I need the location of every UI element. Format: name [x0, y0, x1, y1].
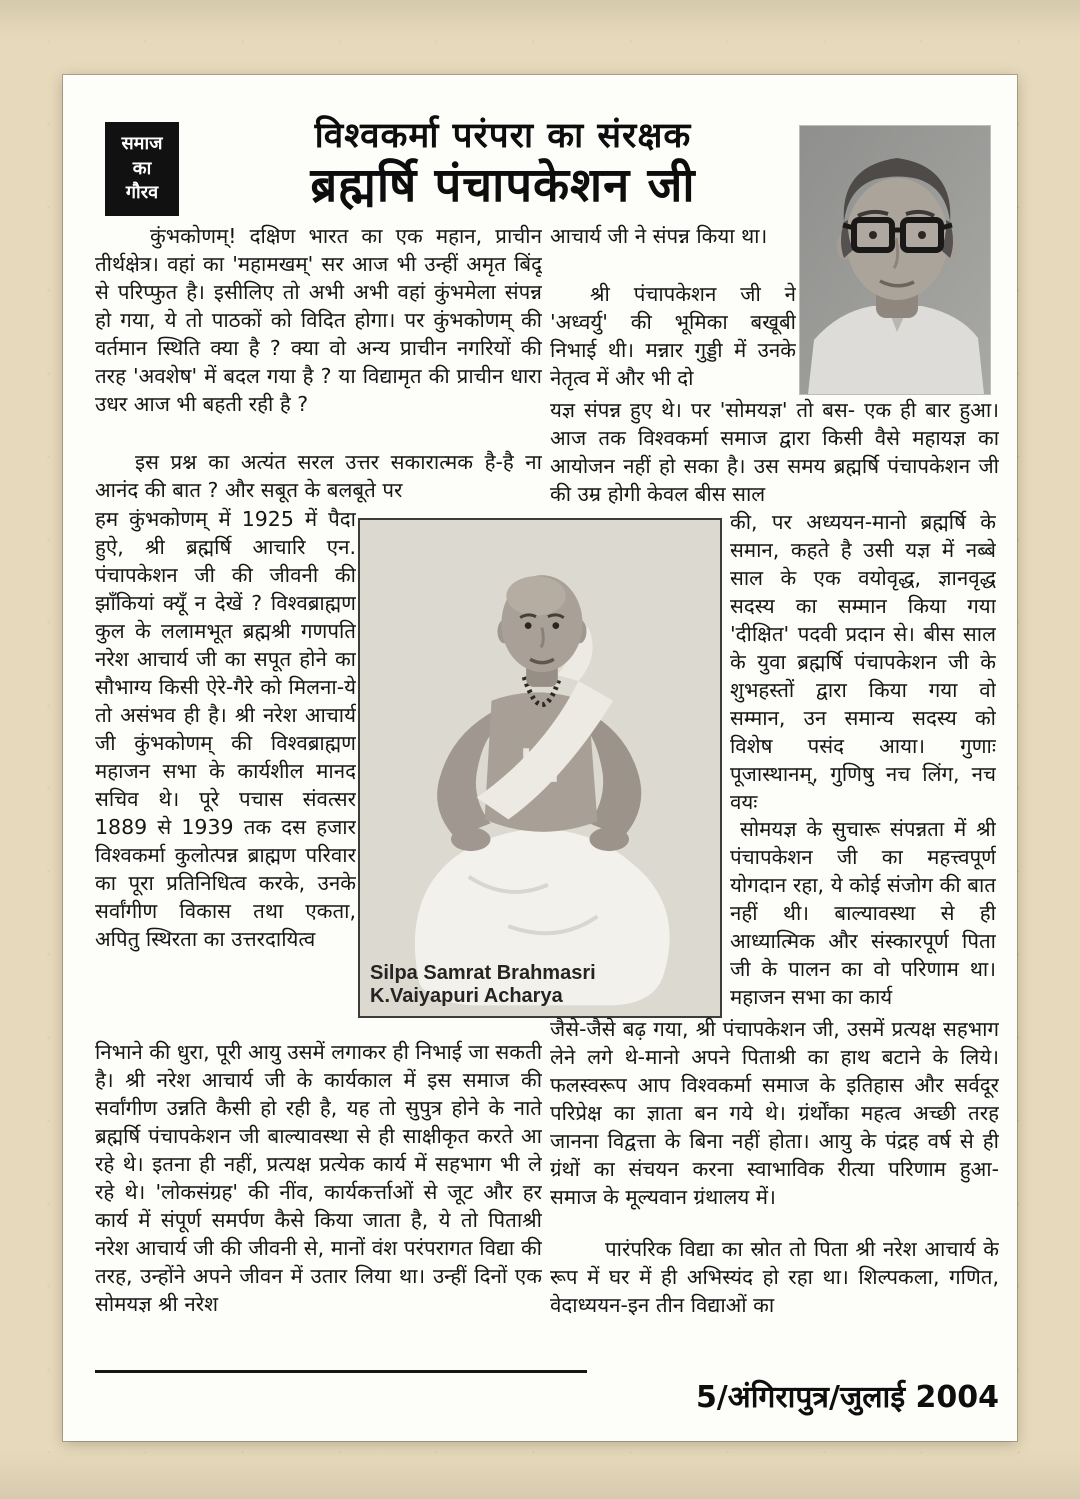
paragraph: आचार्य जी ने संपन्न किया था। — [550, 224, 768, 248]
paragraph: इस प्रश्न का अत्यंत सरल उत्तर सकारात्मक है-है ना आनंद की बात ? और सबूत के बलबूते पर — [95, 450, 542, 502]
page-footer: 5/अंगिरापुत्र/जुलाई 2004 — [695, 1380, 999, 1415]
page — [63, 75, 1017, 1441]
paragraph: हम कुंभकोणम् में 1925 में पैदा हुऐ, श्री ब्रह्मर्षि आचारि एन. पंचापकेशन जी की जीवनी की झाँकियां क्यूँ न देखें ? विश्वब्राह्मण कुल के ललामभूत ब्रह्मश्री गणपति नरेश आचार्य जी का सपूत होने का सौभाग्य किसी ऐरे-गैरे को मिलना-ये तो असंभव ही है। श्री नरेश आचार्य जी कुंभकोणम् की विश्वब्राह्मण महाजन सभा के कार्यशील मानद सचिव थे। पूरे पचास संवत्सर 1889 से 1939 तक दस हजार विश्वकर्मा कुलोत्पन्न ब्राह्मण परिवार का पूरा प्रतिनिधित्व करके, उनके सर्वांगीण विकास तथा एकता, अपितु स्थिरता का उत्तरदायित्व — [95, 507, 356, 951]
paragraph: पारंपरिक विद्या का स्रोत तो पिता श्री नरेश आचार्य के रूप में घर में ही अभिस्यंद हो रहा था। शिल्पकला, गणित, वेदाध्ययन-इन तीन विद्याओं का — [550, 1237, 999, 1317]
paragraph: कुंभकोणम्! दक्षिण भारत का एक महान, प्राचीन तीर्थक्षेत्र। वहां का 'महामखम्' सर आज भी उन्हीं अमृत बिंदू से परिप्फुत है। इसीलिए तो अभी अभी वहां कुंभमेला संपन्न हो गया, ये तो पाठकों को विदित होगा। पर कुंभकोणम् की वर्तमान स्थिति क्या है ? क्या वो अन्य प्राचीन नगरियों की तरह 'अवशेष' में बदल गया है ? या विद्यामृत की प्राचीन धारा उधर आज भी बहती रही है ? — [95, 224, 542, 416]
footer-divider — [95, 1370, 587, 1373]
paragraph: श्री पंचापकेशन जी ने 'अध्वर्यु' की भूमिका बखूबी निभाई थी। मन्नार गुड्डी में उनके नेतृत्व में और भी दो — [550, 282, 796, 390]
paragraph: निभाने की धुरा, पूरी आयु उसमें लगाकर ही निभाई जा सकती है। श्री नरेश आचार्य जी के कार्यकाल में इस समाज की सर्वांगीण उन्नति कैसी हो रही है, यह तो सुपुत्र होने के नाते ब्रह्मर्षि पंचापकेशन जी बाल्यावस्था से ही साक्षीकृत करते आ रहे थे। इतना ही नहीं, प्रत्यक्ष प्रत्येक कार्य में सहभाग भी ले रहे थे। 'लोकसंग्रह' की नींव, कार्यकर्त्ताओं से जूट और हर कार्य में संपूर्ण समर्पण कैसे किया जाता है, ये तो पिताश्री नरेश आचार्य जी की जीवनी से, मानों वंश परंपरागत विद्या की तरह, उन्होंने अपने जीवन में उतार लिया था। उन्हीं दिनों एक सोमयज्ञ श्री नरेश — [95, 1040, 542, 1316]
paragraph: जैसे-जैसे बढ़ गया, श्री पंचापकेशन जी, उसमें प्रत्यक्ष सहभाग लेने लगे थे-मानो अपने पिताश्री का हाथ बटाने के लिये। फलस्वरूप आप विश्वकर्मा समाज के इतिहास और सर्वदूर परिप्रेक्ष का ज्ञाता बन गये थे। ग्रंर्थोंका महत्व अच्छी तरह जानना विद्वत्ता के बिना नहीं होता। आयु के पंद्रह वर्ष से ही ग्रंथों का संचयन करना स्वाभाविक रीत्या परिणाम हुआ- समाज के मूल्यवान ग्रंथालय में। — [550, 1017, 999, 1209]
article-title: ब्रह्मर्षि पंचापकेशन जी — [310, 157, 696, 213]
section-badge — [105, 122, 179, 216]
article-title-block — [183, 117, 823, 213]
photo-caption: Silpa Samrat Brahmasri K.Vaiyapuri Acharya — [370, 962, 596, 1007]
badge-line: गौरव — [125, 182, 159, 204]
article-kicker: विश्वकर्मा परंपरा का संरक्षक — [314, 116, 692, 156]
paragraph: की, पर अध्ययन-मानो ब्रह्मर्षि के समान, कहते है उसी यज्ञ में नब्बे साल के एक वयोवृद्ध, ज्ञानवृद्ध सदस्य का सम्मान किया गया 'दीक्षित' पदवी प्रदान से। बीस साल के युवा ब्रह्मर्षि पंचापकेशन जी के शुभहस्तों द्वारा किया गया वो सम्मान, उन समान्य सदस्य को विशेष पसंद आया। गुणाः पूजास्थानम्, गुणिषु नच लिंग, नच वयः — [730, 510, 996, 814]
badge-line: समाज — [121, 133, 163, 155]
column-left — [95, 222, 542, 1369]
paragraph: सोमयज्ञ के सुचारू संपन्नता में श्री पंचापकेशन जी का महत्त्वपूर्ण योगदान रहा, ये कोई संजोग की बात नहीं थी। बाल्यावस्था से ही आध्यात्मिक और संस्कारपूर्ण पिता जी के पालन का वो परिणाम था। महाजन सभा का कार्य — [730, 817, 996, 1009]
badge-line: का — [132, 157, 152, 179]
paragraph: यज्ञ संपन्न हुए थे। पर 'सोमयज्ञ' तो बस- एक ही बार हुआ। आज तक विश्वकर्मा समाज द्वारा किसी वैसे महायज्ञ का आयोजन नहीं हो सका है। उस समय ब्रह्मर्षि पंचापकेशन जी की उम्र होगी केवल बीस साल — [550, 398, 999, 506]
column-right — [550, 222, 999, 1368]
